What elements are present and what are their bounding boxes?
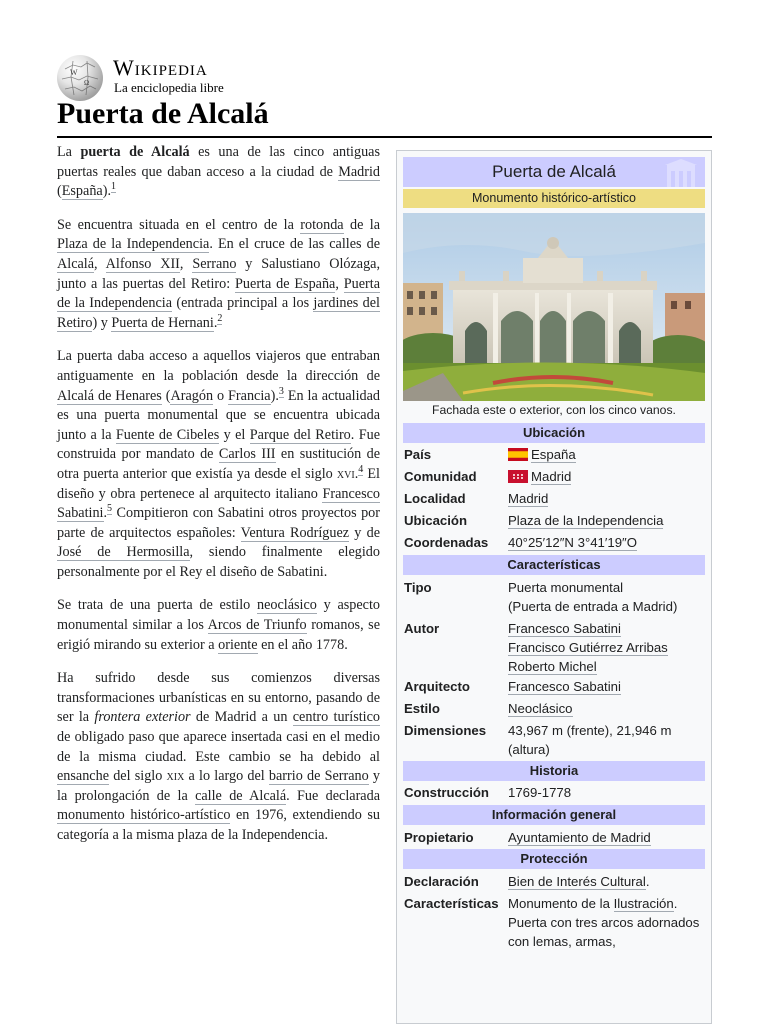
infobox-subtitle: Monumento histórico-artístico <box>403 189 705 208</box>
row-value <box>508 828 706 847</box>
infobox <box>396 150 712 1024</box>
reference-5[interactable]: 5 <box>107 503 113 515</box>
row-value <box>508 445 706 464</box>
section-caracteristicas: Características <box>403 555 705 575</box>
link-neoclasico[interactable]: neoclásico <box>257 597 317 614</box>
link-aragon[interactable]: Aragón <box>170 387 214 404</box>
text: Ha sufrido desde sus comienzos diversas transformaciones urbanísticas en su entorno, pasando de ser la <box>57 670 380 726</box>
text: en 1976, extendiendo su categoría a la misma plaza de la Independencia. <box>57 807 381 843</box>
link-calle-alcala[interactable]: calle de Alcalá <box>195 787 287 804</box>
link-ensanche[interactable]: ensanche <box>57 768 109 785</box>
text: a lo largo del <box>184 768 269 785</box>
text: , <box>179 255 193 272</box>
building-icon <box>661 157 701 187</box>
link-fuente-cibeles[interactable]: Fuente de Cibeles <box>115 426 220 443</box>
text: , <box>335 275 344 292</box>
link-francesco-sabatini[interactable]: Francesco Sabatini <box>508 621 621 636</box>
wikipedia-wordmark[interactable]: Wikipedia <box>113 55 208 80</box>
link-puerta-espana[interactable]: Puerta de España <box>235 275 336 292</box>
link-madrid-comunidad[interactable]: Madrid <box>531 469 572 484</box>
text: , <box>94 255 106 272</box>
text: Compitieron con Sabatini otros proyectos por parte de arquitectos españoles: <box>57 505 380 541</box>
paragraph-intro <box>57 143 380 202</box>
text: ). <box>270 387 279 404</box>
text: La <box>57 144 81 160</box>
link-francesco-sabatini[interactable]: Francesco Sabatini <box>57 485 380 522</box>
link-ayuntamiento-madrid[interactable]: Ayuntamiento de Madrid <box>508 830 651 845</box>
link-alfonso-xii[interactable]: Alfonso XII <box>105 255 180 272</box>
row-value <box>508 511 706 530</box>
madrid-flag-icon <box>508 470 528 483</box>
link-madrid[interactable]: Madrid <box>338 163 380 180</box>
text: . Fue declarada <box>286 787 380 804</box>
link-centro-turistico[interactable]: centro turístico <box>292 709 380 726</box>
text: Se trata de una puerta de estilo <box>57 597 258 614</box>
link-roberto-michel[interactable]: Roberto Michel <box>508 659 597 674</box>
text: de la <box>343 216 380 233</box>
text: en el año 1778. <box>257 636 348 653</box>
text: Puerta con tres arcos adornados con lemas, armas, <box>508 915 700 949</box>
row-value <box>508 699 706 718</box>
text: del siglo <box>109 768 167 785</box>
link-parque-retiro[interactable]: Parque del Retiro <box>249 426 351 443</box>
spain-flag-icon <box>508 448 528 461</box>
svg-text:W: W <box>70 68 78 77</box>
svg-text:Ω: Ω <box>84 79 90 87</box>
photo-caption: Fachada este o exterior, con los cinco vanos. <box>432 403 676 417</box>
text: La puerta daba acceso a aquellos viajeros que entraban antiguamente en la población desde la dirección de <box>57 348 380 384</box>
link-barrio-serrano[interactable]: barrio de Serrano <box>268 768 369 785</box>
row-value: 1769-1778 <box>508 785 572 800</box>
row-label: Autor <box>404 621 440 636</box>
reference-1[interactable]: 1 <box>111 181 116 193</box>
italic-term: frontera exterior <box>94 709 191 726</box>
link-plaza-independencia[interactable]: Plaza de la Independencia <box>508 513 664 528</box>
row-value <box>508 533 706 552</box>
link-alcala-de-henares[interactable]: Alcalá de Henares <box>57 387 162 404</box>
text: . <box>103 505 108 522</box>
text: Monumento de la <box>508 896 614 911</box>
row-label: Arquitecto <box>404 679 470 694</box>
text: . En el cruce de las calles de <box>209 236 381 253</box>
text: en sustitución de otra puerta anterior que existía ya desde el siglo <box>57 446 380 482</box>
text: , siendo finalmente elegido personalmente por el Rey el diseño de Sabatini. <box>57 544 380 580</box>
bold-term: puerta de Alcalá <box>80 144 190 160</box>
link-coordinates[interactable]: 40°25′12″N 3°41′19″O <box>508 535 637 550</box>
link-oriente[interactable]: oriente <box>218 636 258 653</box>
link-francesco-sabatini-arq[interactable]: Francesco Sabatini <box>508 679 621 694</box>
paragraph-style <box>57 596 380 655</box>
text: y de <box>349 524 380 541</box>
link-francisco-gutierrez-arribas[interactable]: Francisco Gutiérrez Arribas <box>508 640 668 655</box>
row-label: Ubicación <box>404 513 468 528</box>
paragraph-location <box>57 216 380 334</box>
text: de obligado paso que aparece insertada casi en el medio de la misma ciudad. Este cambio se ha debido al <box>57 729 380 765</box>
text: y Salustiano Olózaga, junto a las puertas del Retiro: <box>57 255 381 292</box>
link-madrid-localidad[interactable]: Madrid <box>508 491 549 506</box>
reference-3[interactable]: 3 <box>278 385 284 397</box>
text: y la prolongación de la <box>57 768 380 804</box>
link-monumento-historico-artistico[interactable]: monumento histórico-artístico <box>57 807 231 824</box>
title-divider <box>57 136 712 138</box>
text: . <box>213 314 218 331</box>
reference-2[interactable]: 2 <box>217 313 223 325</box>
row-value <box>508 619 706 676</box>
text: de Madrid a un <box>190 709 293 726</box>
text: . <box>645 874 650 889</box>
link-espana[interactable]: España <box>531 447 576 462</box>
section-proteccion: Protección <box>403 849 705 869</box>
text: o <box>213 387 229 404</box>
link-puerta-hernani[interactable]: Puerta de Hernani <box>111 314 214 331</box>
link-jardines-retiro[interactable]: jardines del Retiro <box>57 295 380 331</box>
article-body <box>57 143 380 860</box>
link-arcos-triunfo[interactable]: Arcos de Triunfo <box>207 617 307 634</box>
paragraph-history <box>57 347 380 582</box>
infobox-title-text: Puerta de Alcalá <box>492 162 616 181</box>
value-line: (Puerta de entrada a Madrid) <box>508 599 678 614</box>
row-label: Características <box>404 896 499 911</box>
link-plaza-independencia[interactable]: Plaza de la Independencia <box>57 236 210 253</box>
row-value: 43,967 m (frente), 21,946 m (altura) <box>508 723 672 757</box>
section-informacion-general: Información general <box>403 805 705 825</box>
link-jose-hermosilla[interactable]: José de Hermosilla <box>57 544 190 561</box>
row-label: Construcción <box>404 785 489 800</box>
text: es una de las cinco antiguas puertas reales que daban acceso a la ciudad de <box>57 144 380 180</box>
link-puerta-independencia[interactable]: Puerta de la Independencia <box>57 275 381 312</box>
text: romanos, se erigió mirando su exterior a <box>57 617 380 653</box>
link-rotonda[interactable]: rotonda <box>300 216 344 233</box>
row-label: Coordenadas <box>404 535 489 550</box>
row-value <box>508 578 706 616</box>
row-value <box>508 467 706 486</box>
link-francia[interactable]: Francia <box>228 387 271 404</box>
row-label: Tipo <box>404 580 432 595</box>
row-label: Estilo <box>404 701 440 716</box>
paragraph-transformations <box>57 669 380 845</box>
text: En la actualidad es una puerta monumental que se encuentra ubicada junto a la <box>57 387 381 443</box>
text: . Fue construida por mandato de <box>57 426 380 463</box>
century-numeral: xvi <box>336 465 355 482</box>
infobox-title <box>403 157 705 187</box>
row-label: Propietario <box>404 830 474 845</box>
wikipedia-tagline: La enciclopedia libre <box>114 80 224 95</box>
value-line: Puerta monumental <box>508 580 624 595</box>
text: El diseño y obra pertenece al arquitecto italiano <box>57 465 380 502</box>
text: y el <box>219 426 250 443</box>
row-label: Declaración <box>404 874 479 889</box>
link-espana[interactable]: España <box>61 183 103 200</box>
link-neoclasico[interactable]: Neoclásico <box>508 701 573 716</box>
row-label: Localidad <box>404 491 466 506</box>
link-serrano[interactable]: Serrano <box>192 255 237 272</box>
text: ( <box>161 387 171 404</box>
link-ilustracion[interactable]: Ilustración <box>613 896 674 911</box>
reference-4[interactable]: 4 <box>358 464 364 476</box>
section-historia: Historia <box>403 761 705 781</box>
puerta-de-alcala-photo[interactable] <box>403 213 705 401</box>
text: ) y <box>92 314 112 331</box>
text: y aspecto monumental similar a los <box>57 597 381 634</box>
century-numeral: xix <box>166 768 185 785</box>
text: . <box>673 896 678 911</box>
text: ( <box>57 183 62 200</box>
row-label: País <box>404 447 432 462</box>
section-ubicacion: Ubicación <box>403 423 705 443</box>
text: (entrada principal a los <box>172 295 314 312</box>
link-bien-interes-cultural[interactable]: Bien de Interés Cultural <box>508 874 646 889</box>
row-label: Dimensiones <box>404 723 487 738</box>
row-label: Comunidad <box>404 469 477 484</box>
link-ventura-rodriguez[interactable]: Ventura Rodríguez <box>240 524 350 541</box>
page-title: Puerta de Alcalá <box>57 97 269 130</box>
link-alcala[interactable]: Alcalá <box>57 255 95 272</box>
text: . <box>354 465 359 482</box>
wikipedia-globe-icon[interactable] <box>57 55 103 101</box>
row-value <box>508 872 706 891</box>
link-carlos-iii[interactable]: Carlos III <box>218 446 276 463</box>
text: Se encuentra situada en el centro de la <box>57 216 301 233</box>
row-value <box>508 489 706 508</box>
row-value <box>508 894 706 951</box>
row-value <box>508 677 706 696</box>
text: ). <box>102 183 111 200</box>
